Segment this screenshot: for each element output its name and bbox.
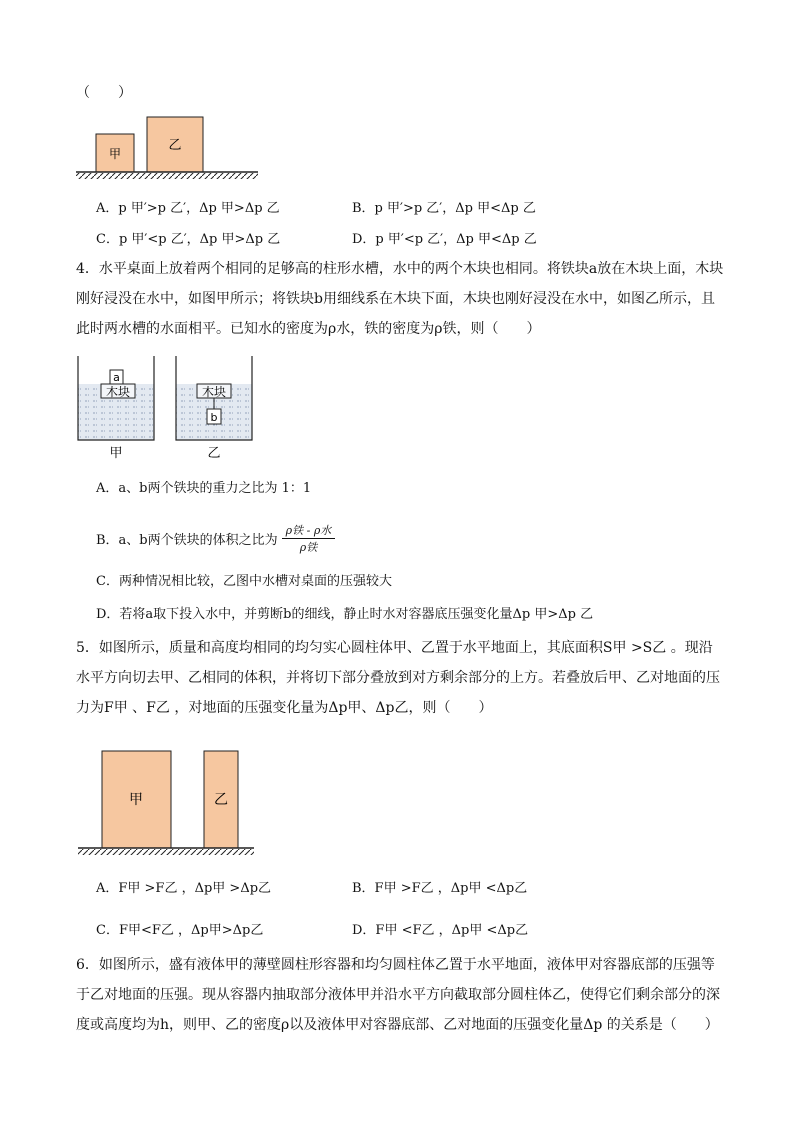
q3-figure xyxy=(76,116,266,184)
q3-option-b[interactable]: B．p 甲′>p 乙′，Δp 甲<Δp 乙 xyxy=(352,201,536,216)
q4-iron-b-label: b xyxy=(210,411,218,424)
q5-option-a[interactable]: A．F甲 >F乙 ，Δp甲 >Δp乙 xyxy=(96,881,272,896)
q4-left-wood-label: 木块 xyxy=(105,385,131,399)
q6-stem: 6．如图所示，盛有液体甲的薄壁圆柱形容器和均匀圆柱体乙置于水平地面，液体甲对容器底部的压强等于乙对地面的压强。现从容器内抽取部分液体甲并沿水平方向截取部分圆柱体乙，使得它们剩余部分的深度或高度均为h，则甲、乙的密度ρ以及液体甲对容器底部、乙对地面的压强变化量Δp 的关系是（ ） xyxy=(76,957,720,1033)
q5-option-d[interactable]: D．F甲 <F乙 ，Δp甲 <Δp乙 xyxy=(352,923,529,938)
q5-option-c[interactable]: C．F甲<F乙 ，Δp甲>Δp乙 xyxy=(96,923,264,938)
q5-label-yi: 乙 xyxy=(214,792,228,808)
q3-label-jia: 甲 xyxy=(108,147,122,161)
q4-option-b-prefix: B．a、b两个铁块的体积之比为 xyxy=(96,533,278,548)
q4-option-b-numerator: ρ铁 - ρ水 xyxy=(282,522,336,539)
q5-stem: 5．如图所示，质量和高度均相同的均匀实心圆柱体甲、乙置于水平地面上，其底面积S甲 >S乙 。现沿水平方向切去甲、乙相同的体积，并将切下部分叠放到对方剩余部分的上方。若叠放后甲、乙对地面的压力为F甲 、F乙 ，对地面的压强变化量为Δp甲、Δp乙，则（ ） xyxy=(76,640,720,716)
q5-option-b[interactable]: B．F甲 >F乙 ，Δp甲 <Δp乙 xyxy=(352,881,528,896)
q3-option-a[interactable]: A．p 甲′>p 乙′，Δp 甲>Δp 乙 xyxy=(96,201,280,216)
q4-iron-a-label: a xyxy=(113,371,120,384)
q3-option-d[interactable]: D．p 甲′<p 乙′，Δp 甲<Δp 乙 xyxy=(352,232,537,247)
q5-ground-hatch xyxy=(78,849,254,855)
q5-figure xyxy=(76,748,266,860)
q4-option-b-denominator: ρ铁 xyxy=(299,541,318,554)
q3-ground-hatch xyxy=(76,173,258,179)
q3-label-yi: 乙 xyxy=(168,138,182,153)
q4-figure xyxy=(76,356,266,466)
q4-option-b[interactable] xyxy=(96,522,335,555)
q4-right-wood-label: 木块 xyxy=(201,385,227,399)
answer-paren: （ ） xyxy=(76,85,132,101)
q4-option-b-fraction xyxy=(282,522,336,555)
q4-caption-yi: 乙 xyxy=(207,446,221,461)
q4-option-c[interactable]: C．两种情况相比较，乙图中水槽对桌面的压强较大 xyxy=(96,574,392,589)
q4-option-a[interactable]: A．a、b两个铁块的重力之比为 1：1 xyxy=(96,481,312,496)
q3-option-c[interactable]: C．p 甲′<p 乙′，Δp 甲>Δp 乙 xyxy=(96,232,281,247)
q4-caption-jia: 甲 xyxy=(109,446,123,461)
q4-stem: 4．水平桌面上放着两个相同的足够高的柱形水槽，水中的两个木块也相同。将铁块a放在木块上面，木块刚好浸没在水中，如图甲所示；将铁块b用细线系在木块下面，木块也刚好浸没在水中，如图乙所示，且此时两水槽的水面相平。已知水的密度为ρ水，铁的密度为ρ铁，则（ ） xyxy=(76,261,724,337)
q5-label-jia: 甲 xyxy=(129,792,143,808)
q4-option-d[interactable]: D．若将a取下投入水中，并剪断b的细线，静止时水对容器底压强变化量Δp 甲>Δp 乙 xyxy=(96,607,594,622)
